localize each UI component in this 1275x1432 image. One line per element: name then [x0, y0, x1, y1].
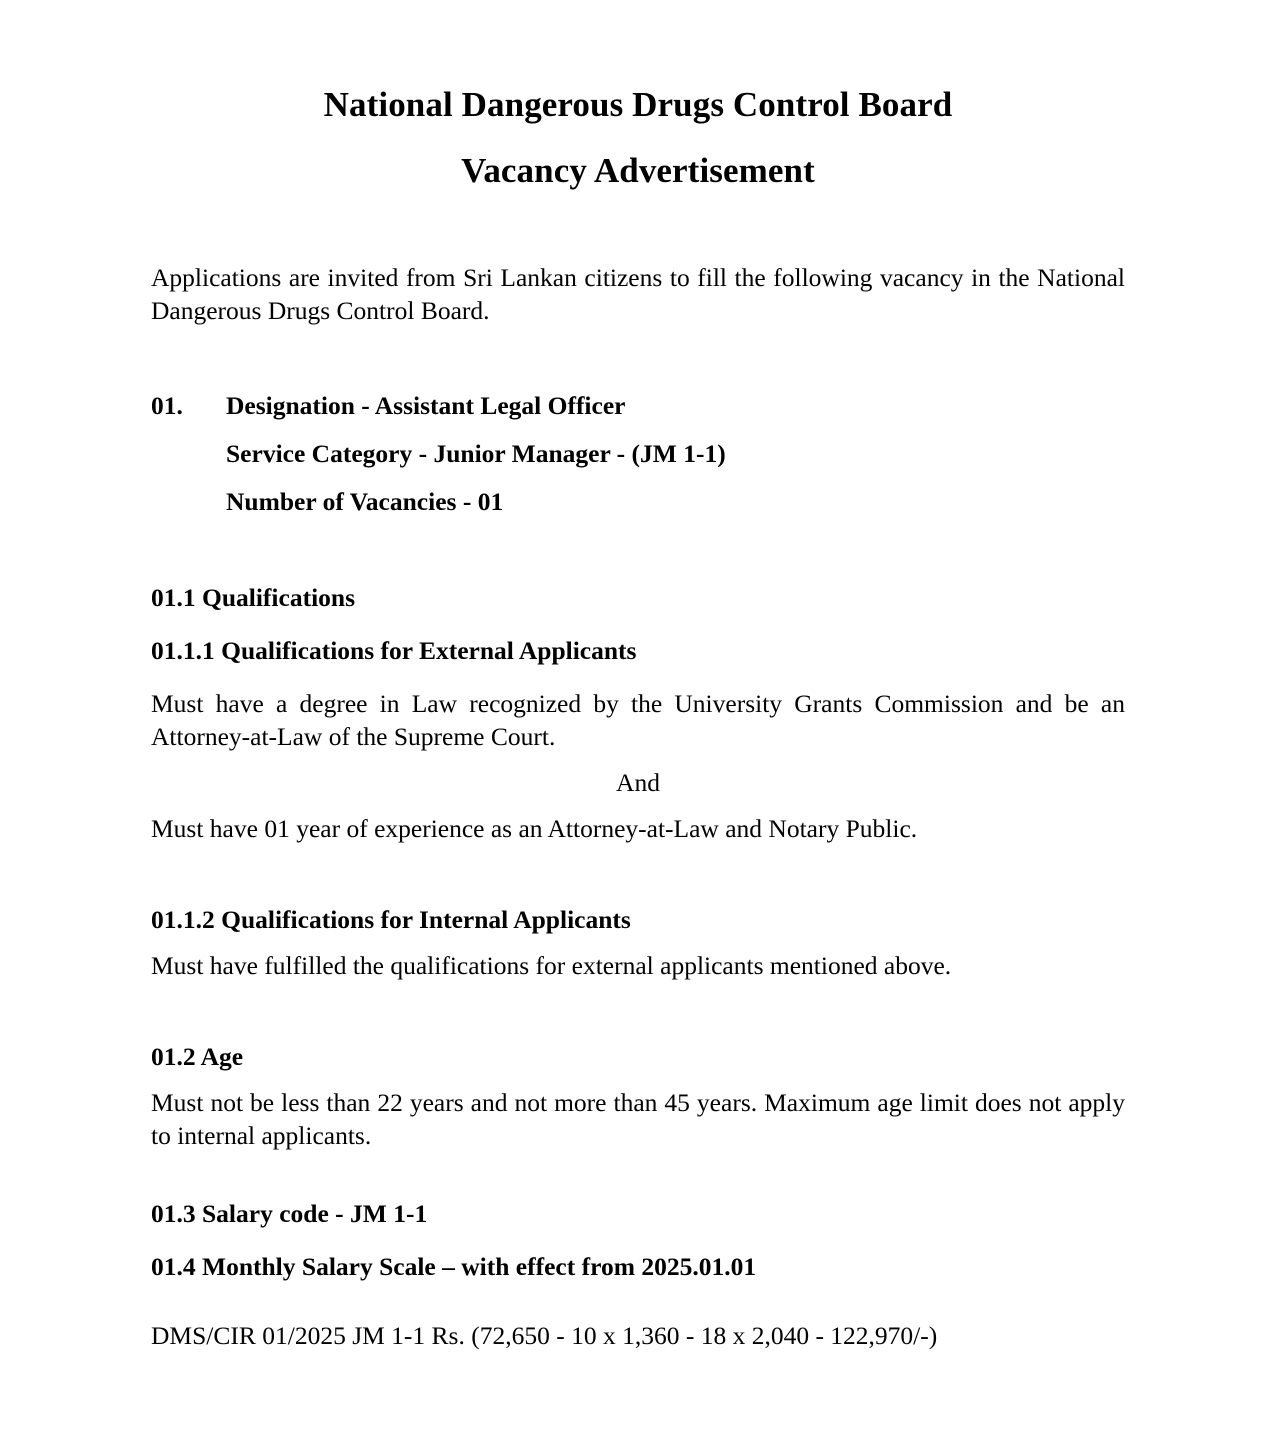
spacer [151, 1230, 1125, 1250]
heading-monthly-salary-scale: 01.4 Monthly Salary Scale – with effect from 2025.01.01 [151, 1252, 757, 1281]
spacer [151, 799, 1125, 812]
spacer [151, 845, 1125, 903]
heading-external-qualifications: 01.1.1 Qualifications for External Applicants [151, 636, 637, 665]
spacer [151, 936, 1125, 949]
spacer [151, 1283, 1125, 1319]
item-number: 01. [151, 391, 183, 420]
title-line-subject: Vacancy Advertisement [461, 151, 815, 190]
spacer [151, 614, 1125, 634]
heading-salary-code: 01.3 Salary code - JM 1-1 [151, 1199, 428, 1228]
internal-requirement: Must have fulfilled the qualifications for external applicants mentioned above. [151, 951, 952, 980]
heading-qualifications: 01.1 Qualifications [151, 583, 356, 612]
intro-paragraph: Applications are invited from Sri Lankan citizens to fill the following vacancy in the National Dangerous Drugs Control Board. [151, 263, 1125, 325]
title-line-organization: National Dangerous Drugs Control Board [323, 85, 953, 124]
vacancy-item-01 [151, 327, 1125, 518]
spacer [151, 1152, 1125, 1197]
spacer [151, 982, 1125, 1040]
service-category-text: Service Category - Junior Manager - (JM 1-1) [226, 439, 726, 468]
designation-row [151, 389, 1125, 422]
designation-text: Designation - Assistant Legal Officer [226, 391, 626, 420]
conjunction-and: And [616, 768, 660, 797]
spacer [151, 1073, 1125, 1086]
spacer [151, 667, 1125, 687]
spacer [151, 518, 1125, 581]
salary-scale-line: DMS/CIR 01/2025 JM 1-1 Rs. (72,650 - 10 x 1,360 - 18 x 2,040 - 122,970/-) [151, 1321, 938, 1350]
age-requirement-text: Must not be less than 22 years and not more than 45 years. Maximum age limit does not apply to internal applicants. [151, 1088, 1125, 1150]
number-of-vacancies-text: Number of Vacancies - 01 [226, 487, 504, 516]
heading-age: 01.2 Age [151, 1042, 244, 1071]
heading-internal-qualifications: 01.1.2 Qualifications for Internal Applicants [151, 905, 631, 934]
external-requirement-1: Must have a degree in Law recognized by the University Grants Commission and be an Attorney-at-Law of the Supreme Court. [151, 689, 1125, 751]
page-title [151, 0, 1125, 204]
external-requirement-2: Must have 01 year of experience as an Attorney-at-Law and Notary Public. [151, 814, 918, 843]
spacer [151, 753, 1125, 766]
